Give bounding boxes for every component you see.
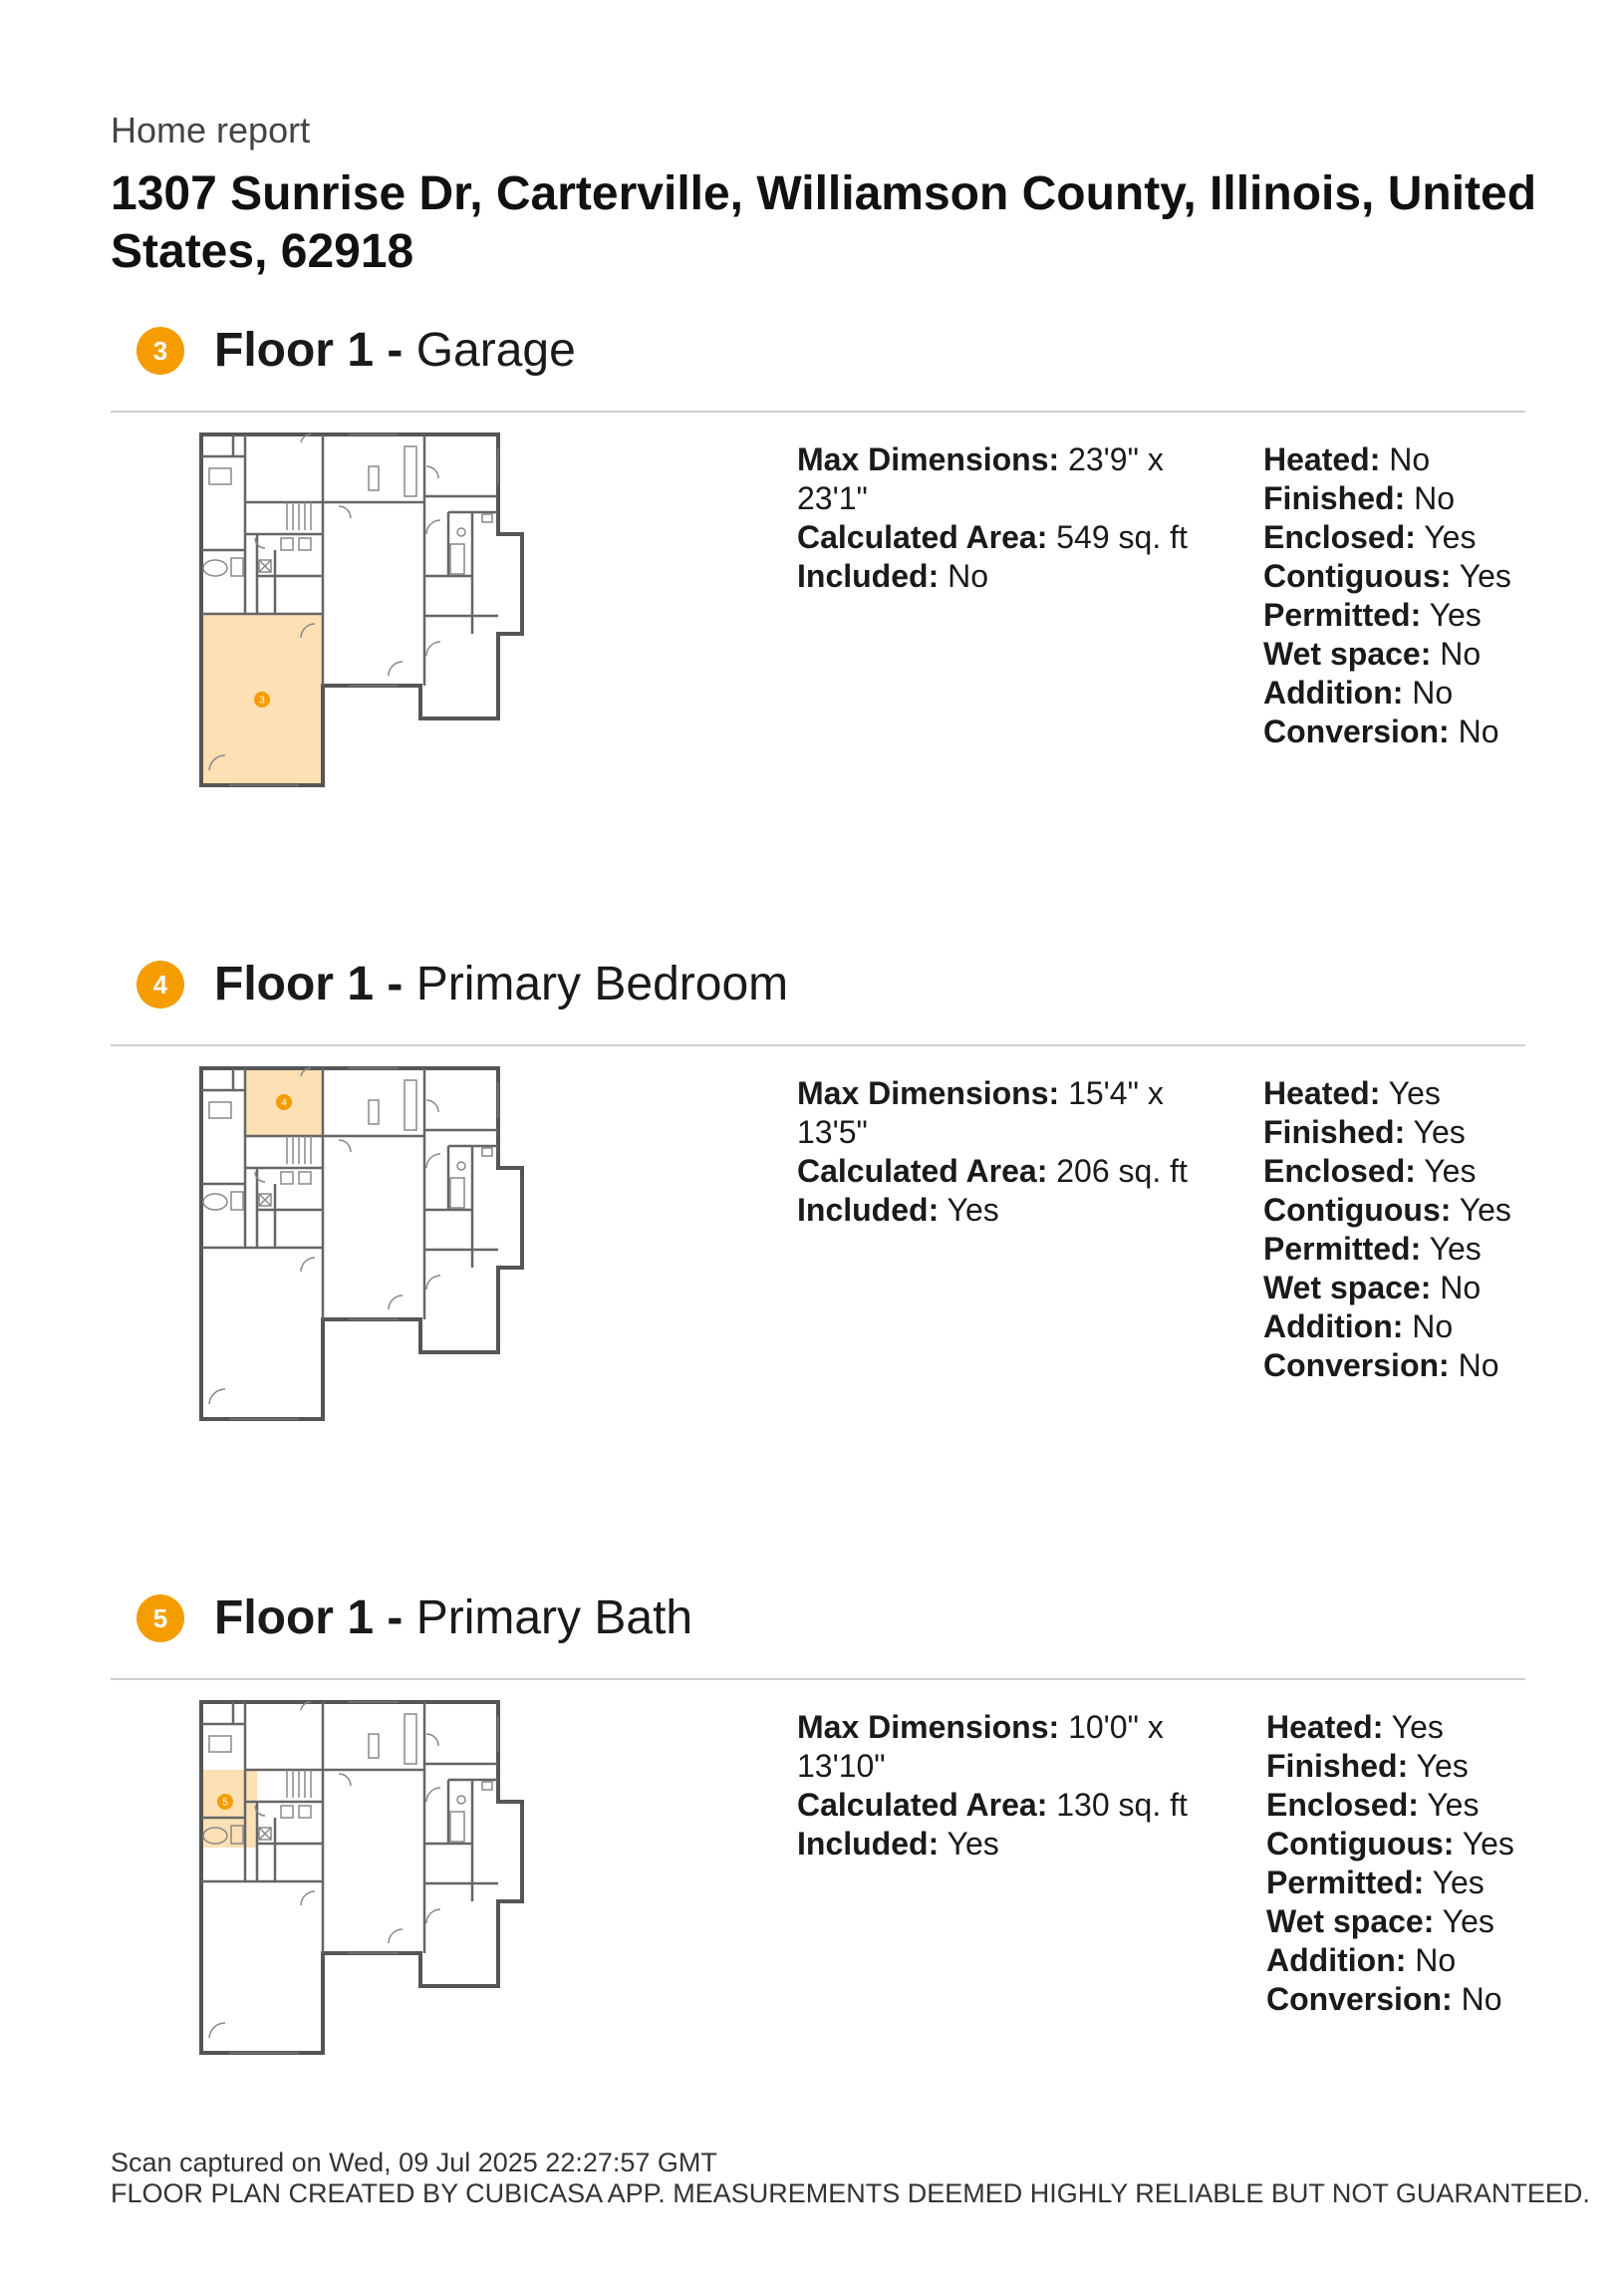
attribute-label: Contiguous: xyxy=(1263,558,1452,594)
max-dimensions-label: Max Dimensions: xyxy=(797,1709,1060,1745)
attribute-value: No xyxy=(1415,1942,1457,1978)
attribute-row xyxy=(1266,1902,1525,1941)
attribute-label: Enclosed: xyxy=(1266,1787,1419,1823)
attribute-row xyxy=(1263,1191,1522,1230)
room-section-primary-bath xyxy=(0,1591,1623,2152)
attribute-value: Yes xyxy=(1459,1192,1511,1228)
attribute-row xyxy=(1263,1307,1522,1346)
room-number-badge: 5 xyxy=(136,1594,184,1642)
attribute-label: Conversion: xyxy=(1263,714,1450,749)
attribute-row xyxy=(1263,596,1522,635)
attribute-row xyxy=(1263,674,1522,713)
attribute-row xyxy=(1266,1708,1525,1747)
room-marker-label: 3 xyxy=(259,695,265,707)
room-heading xyxy=(214,321,576,381)
attribute-label: Permitted: xyxy=(1266,1865,1425,1900)
included-value: No xyxy=(947,558,989,594)
attribute-label: Contiguous: xyxy=(1266,1826,1455,1862)
attribute-value: Yes xyxy=(1424,519,1477,555)
floor-plan-container xyxy=(189,427,687,795)
room-name: Primary Bedroom xyxy=(415,958,789,1010)
attribute-value: No xyxy=(1389,441,1431,477)
attribute-value: Yes xyxy=(1459,558,1511,594)
attribute-label: Contiguous: xyxy=(1263,1192,1452,1228)
section-divider xyxy=(111,1678,1525,1680)
max-dimensions-value: 10'0" x 13'10" xyxy=(797,1709,1164,1784)
room-number-badge: 3 xyxy=(136,327,184,375)
attribute-label: Enclosed: xyxy=(1263,1153,1416,1189)
attribute-row xyxy=(1263,1346,1522,1385)
room-dimensions xyxy=(797,1074,1216,1230)
floor-label: Floor 1 xyxy=(214,324,375,377)
attribute-value: No xyxy=(1461,1981,1502,2017)
attribute-label: Permitted: xyxy=(1263,597,1422,633)
room-name: Garage xyxy=(415,324,576,377)
attribute-value: No xyxy=(1412,675,1454,711)
room-section-garage xyxy=(0,324,1623,885)
attribute-row xyxy=(1266,1980,1525,2019)
attribute-row xyxy=(1263,440,1522,479)
attribute-value: Yes xyxy=(1442,1903,1494,1939)
attribute-row xyxy=(1263,1269,1522,1307)
included-value: Yes xyxy=(947,1192,999,1228)
attribute-label: Conversion: xyxy=(1263,1347,1450,1383)
floor-plan xyxy=(189,1060,687,1429)
calculated-area-value: 130 sq. ft xyxy=(1056,1787,1188,1823)
room-attributes xyxy=(1263,1074,1522,1385)
attribute-label: Heated: xyxy=(1263,441,1381,477)
highlighted-room xyxy=(201,1770,257,1848)
heading-separator: - xyxy=(387,1591,404,1644)
calculated-area-label: Calculated Area: xyxy=(797,519,1048,555)
section-divider xyxy=(111,411,1525,413)
room-heading xyxy=(214,955,788,1014)
attribute-row xyxy=(1263,1152,1522,1191)
room-section-primary-bedroom xyxy=(0,958,1623,1519)
attribute-row xyxy=(1263,479,1522,518)
attribute-row xyxy=(1266,1747,1525,1786)
attribute-label: Wet space: xyxy=(1266,1903,1435,1939)
attribute-row xyxy=(1263,518,1522,557)
attribute-value: Yes xyxy=(1413,1114,1466,1150)
attribute-value: No xyxy=(1412,1308,1454,1344)
attribute-row xyxy=(1266,1941,1525,1980)
attribute-label: Permitted: xyxy=(1263,1231,1422,1267)
floor-plan-container xyxy=(189,1694,687,2063)
attribute-label: Finished: xyxy=(1263,480,1406,516)
attribute-value: Yes xyxy=(1432,1865,1485,1900)
attribute-value: No xyxy=(1440,636,1482,672)
calculated-area-value: 206 sq. ft xyxy=(1056,1153,1188,1189)
floor-label: Floor 1 xyxy=(214,958,375,1010)
max-dimensions-label: Max Dimensions: xyxy=(797,1075,1060,1111)
attribute-row xyxy=(1263,1113,1522,1152)
floor-plan-container xyxy=(189,1060,687,1429)
room-dimensions xyxy=(797,1708,1216,1864)
room-heading xyxy=(214,1588,692,1648)
floor-label: Floor 1 xyxy=(214,1591,375,1644)
attribute-label: Finished: xyxy=(1263,1114,1406,1150)
floor-plan xyxy=(189,1694,687,2063)
attribute-value: No xyxy=(1440,1270,1482,1305)
calculated-area-label: Calculated Area: xyxy=(797,1787,1048,1823)
room-marker-label: 5 xyxy=(222,1797,228,1809)
attribute-row xyxy=(1266,1864,1525,1902)
room-attributes xyxy=(1266,1708,1525,2019)
included-value: Yes xyxy=(947,1826,999,1862)
included-label: Included: xyxy=(797,1192,940,1228)
calculated-area-value: 549 sq. ft xyxy=(1056,519,1188,555)
room-name: Primary Bath xyxy=(415,1591,693,1644)
attribute-value: Yes xyxy=(1427,1787,1480,1823)
attribute-label: Wet space: xyxy=(1263,1270,1432,1305)
attribute-value: Yes xyxy=(1429,1231,1482,1267)
attribute-value: Yes xyxy=(1429,597,1482,633)
attribute-row xyxy=(1263,713,1522,751)
attribute-value: No xyxy=(1414,480,1456,516)
heading-separator: - xyxy=(387,958,404,1010)
attribute-label: Heated: xyxy=(1263,1075,1381,1111)
attribute-value: Yes xyxy=(1416,1748,1469,1784)
attribute-label: Heated: xyxy=(1266,1709,1384,1745)
calculated-area-label: Calculated Area: xyxy=(797,1153,1048,1189)
attribute-value: Yes xyxy=(1388,1075,1441,1111)
attribute-value: Yes xyxy=(1462,1826,1514,1862)
attribute-value: Yes xyxy=(1424,1153,1477,1189)
heading-separator: - xyxy=(387,324,404,377)
included-label: Included: xyxy=(797,1826,940,1862)
property-address: 1307 Sunrise Dr, Carterville, Williamson County, Illinois, United States, 62918 xyxy=(111,167,1537,278)
room-attributes xyxy=(1263,440,1522,751)
attribute-label: Enclosed: xyxy=(1263,519,1416,555)
attribute-value: Yes xyxy=(1391,1709,1444,1745)
attribute-label: Addition: xyxy=(1263,1308,1404,1344)
attribute-row xyxy=(1263,557,1522,596)
max-dimensions-value: 23'9" x 23'1" xyxy=(797,441,1164,516)
attribute-label: Addition: xyxy=(1266,1942,1407,1978)
attribute-label: Wet space: xyxy=(1263,636,1432,672)
included-label: Included: xyxy=(797,558,940,594)
room-marker-label: 4 xyxy=(281,1097,287,1109)
attribute-row xyxy=(1266,1825,1525,1864)
attribute-row xyxy=(1263,1230,1522,1269)
scan-captured-text: Scan captured on Wed, 09 Jul 2025 22:27:57 GMT xyxy=(111,2148,717,2177)
attribute-label: Conversion: xyxy=(1266,1981,1453,2017)
attribute-row xyxy=(1266,1786,1525,1825)
attribute-value: No xyxy=(1458,1347,1499,1383)
max-dimensions-label: Max Dimensions: xyxy=(797,441,1060,477)
attribute-label: Addition: xyxy=(1263,675,1404,711)
attribute-row xyxy=(1263,635,1522,674)
disclaimer-text: FLOOR PLAN CREATED BY CUBICASA APP. MEASUREMENTS DEEMED HIGHLY RELIABLE BUT NOT GUARANTEED. xyxy=(111,2178,1590,2208)
attribute-row xyxy=(1263,1074,1522,1113)
doc-label: Home report xyxy=(111,110,311,150)
attribute-label: Finished: xyxy=(1266,1748,1409,1784)
floor-plan xyxy=(189,427,687,795)
room-number-badge: 4 xyxy=(136,961,184,1008)
attribute-value: No xyxy=(1458,714,1499,749)
room-dimensions xyxy=(797,440,1216,596)
max-dimensions-value: 15'4" x 13'5" xyxy=(797,1075,1164,1150)
section-divider xyxy=(111,1044,1525,1046)
